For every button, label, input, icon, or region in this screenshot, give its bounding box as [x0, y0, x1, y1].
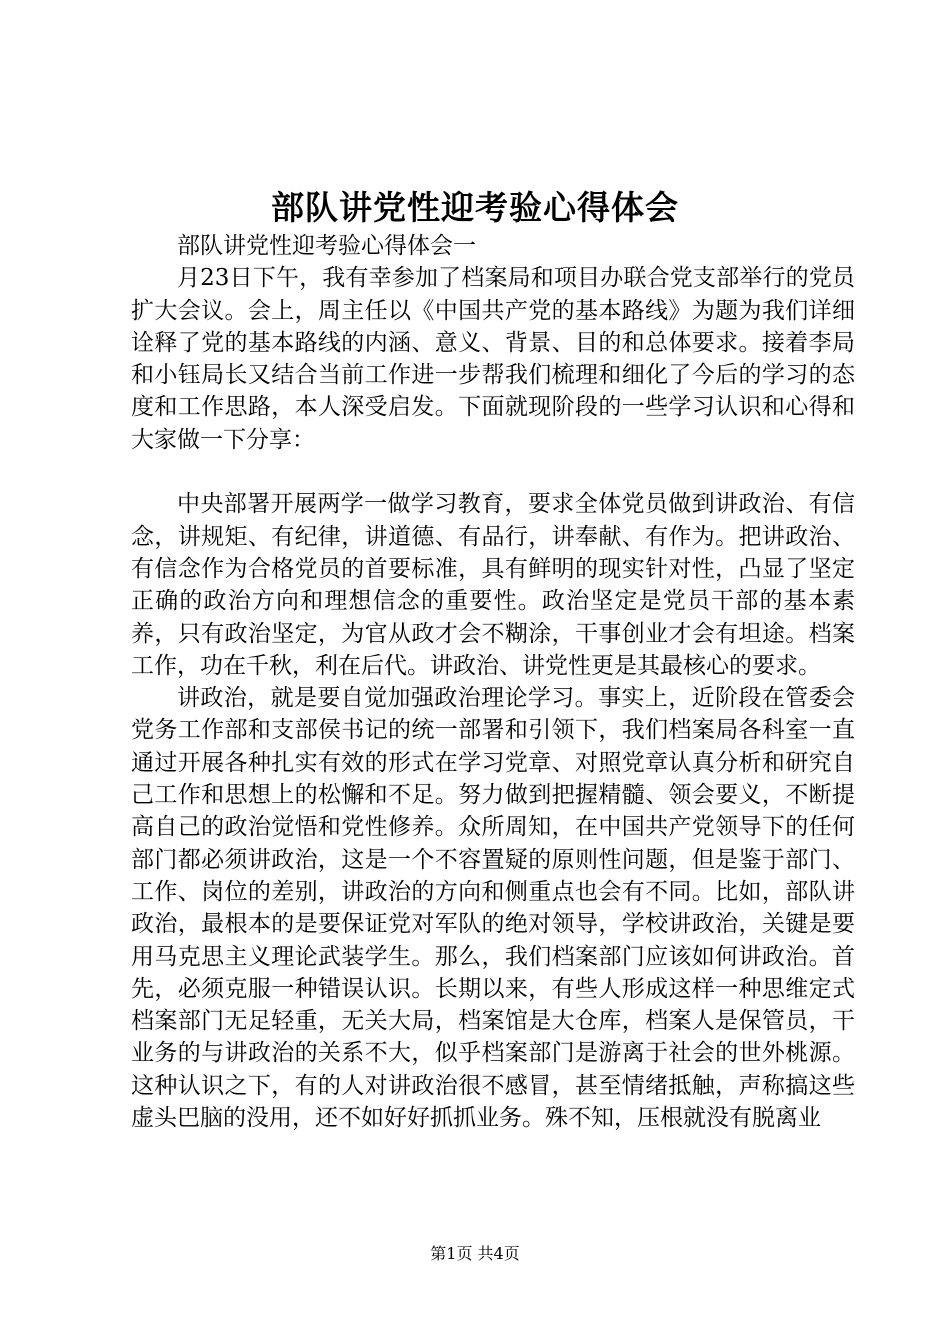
document-body — [131, 230, 855, 1134]
subtitle-paragraph: 部队讲党性迎考验心得体会一 — [177, 233, 476, 259]
body-paragraph-3: 讲政治，就是要自觉加强政治理论学习。事实上，近阶段在管委会党务工作部和支部侯书记的统一部署和引领下，我们档案局各科室一直通过开展各种扎实有效的形式在学习党章、对照党章认真分析和研究自己工作和思想上的松懈和不足。努力做到把握精髓、领会要义，不断提高自己的政治觉悟和党性修养。众所周知，在中国共产党领导下的任何部门都必须讲政治，这是一个不容置疑的原则性问题，但是鉴于部门、工作、岗位的差别，讲政治的方向和侧重点也会有不同。比如，部队讲政治，最根本的是要保证党对军队的绝对领导，学校讲政治，关键是要用马克思主义理论武装学生。那么，我们档案部门应该如何讲政治。首先，必须克服一种错误认识。长期以来，有些人形成这样一种思维定式档案部门无足轻重，无关大局，档案馆是大仓库，档案人是保管员，干业务的与讲政治的关系不大，似乎档案部门是游离于社会的世外桃源。这种认识之下，有的人对讲政治很不感冒，甚至情绪抵触，声称搞这些虚头巴脑的没用，还不如好好抓抓业务。殊不知，压根就没有脱离业 — [131, 685, 855, 1132]
body-paragraph-1: 月23日下午，我有幸参加了档案局和项目办联合党支部举行的党员扩大会议。会上，周主任以《中国共产党的基本路线》为题为我们详细诠释了党的基本路线的内涵、意义、背景、目的和总体要求。接着李局和小钰局长又结合当前工作进一步帮我们梳理和细化了今后的学习的态度和工作思路，本人深受启发。下面就现阶段的一些学习认识和心得和大家做一下分享： — [131, 265, 855, 453]
body-paragraph-2: 中央部署开展两学一做学习教育，要求全体党员做到讲政治、有信念，讲规矩、有纪律，讲道德、有品行，讲奉献、有作为。把讲政治、有信念作为合格党员的首要标准，具有鲜明的现实针对性，凸显了坚定正确的政治方向和理想信念的重要性。政治坚定是党员干部的基本素养，只有政治坚定，为官从政才会不糊涂，干事创业才会有坦途。档案工作，功在千秋，利在后代。讲政治、讲党性更是其最核心的要求。 — [131, 491, 855, 679]
document-title: 部队讲党性迎考验心得体会 — [271, 188, 679, 227]
page-footer: 第1页 共4页 — [430, 1244, 520, 1263]
paragraph-spacer — [131, 456, 855, 488]
